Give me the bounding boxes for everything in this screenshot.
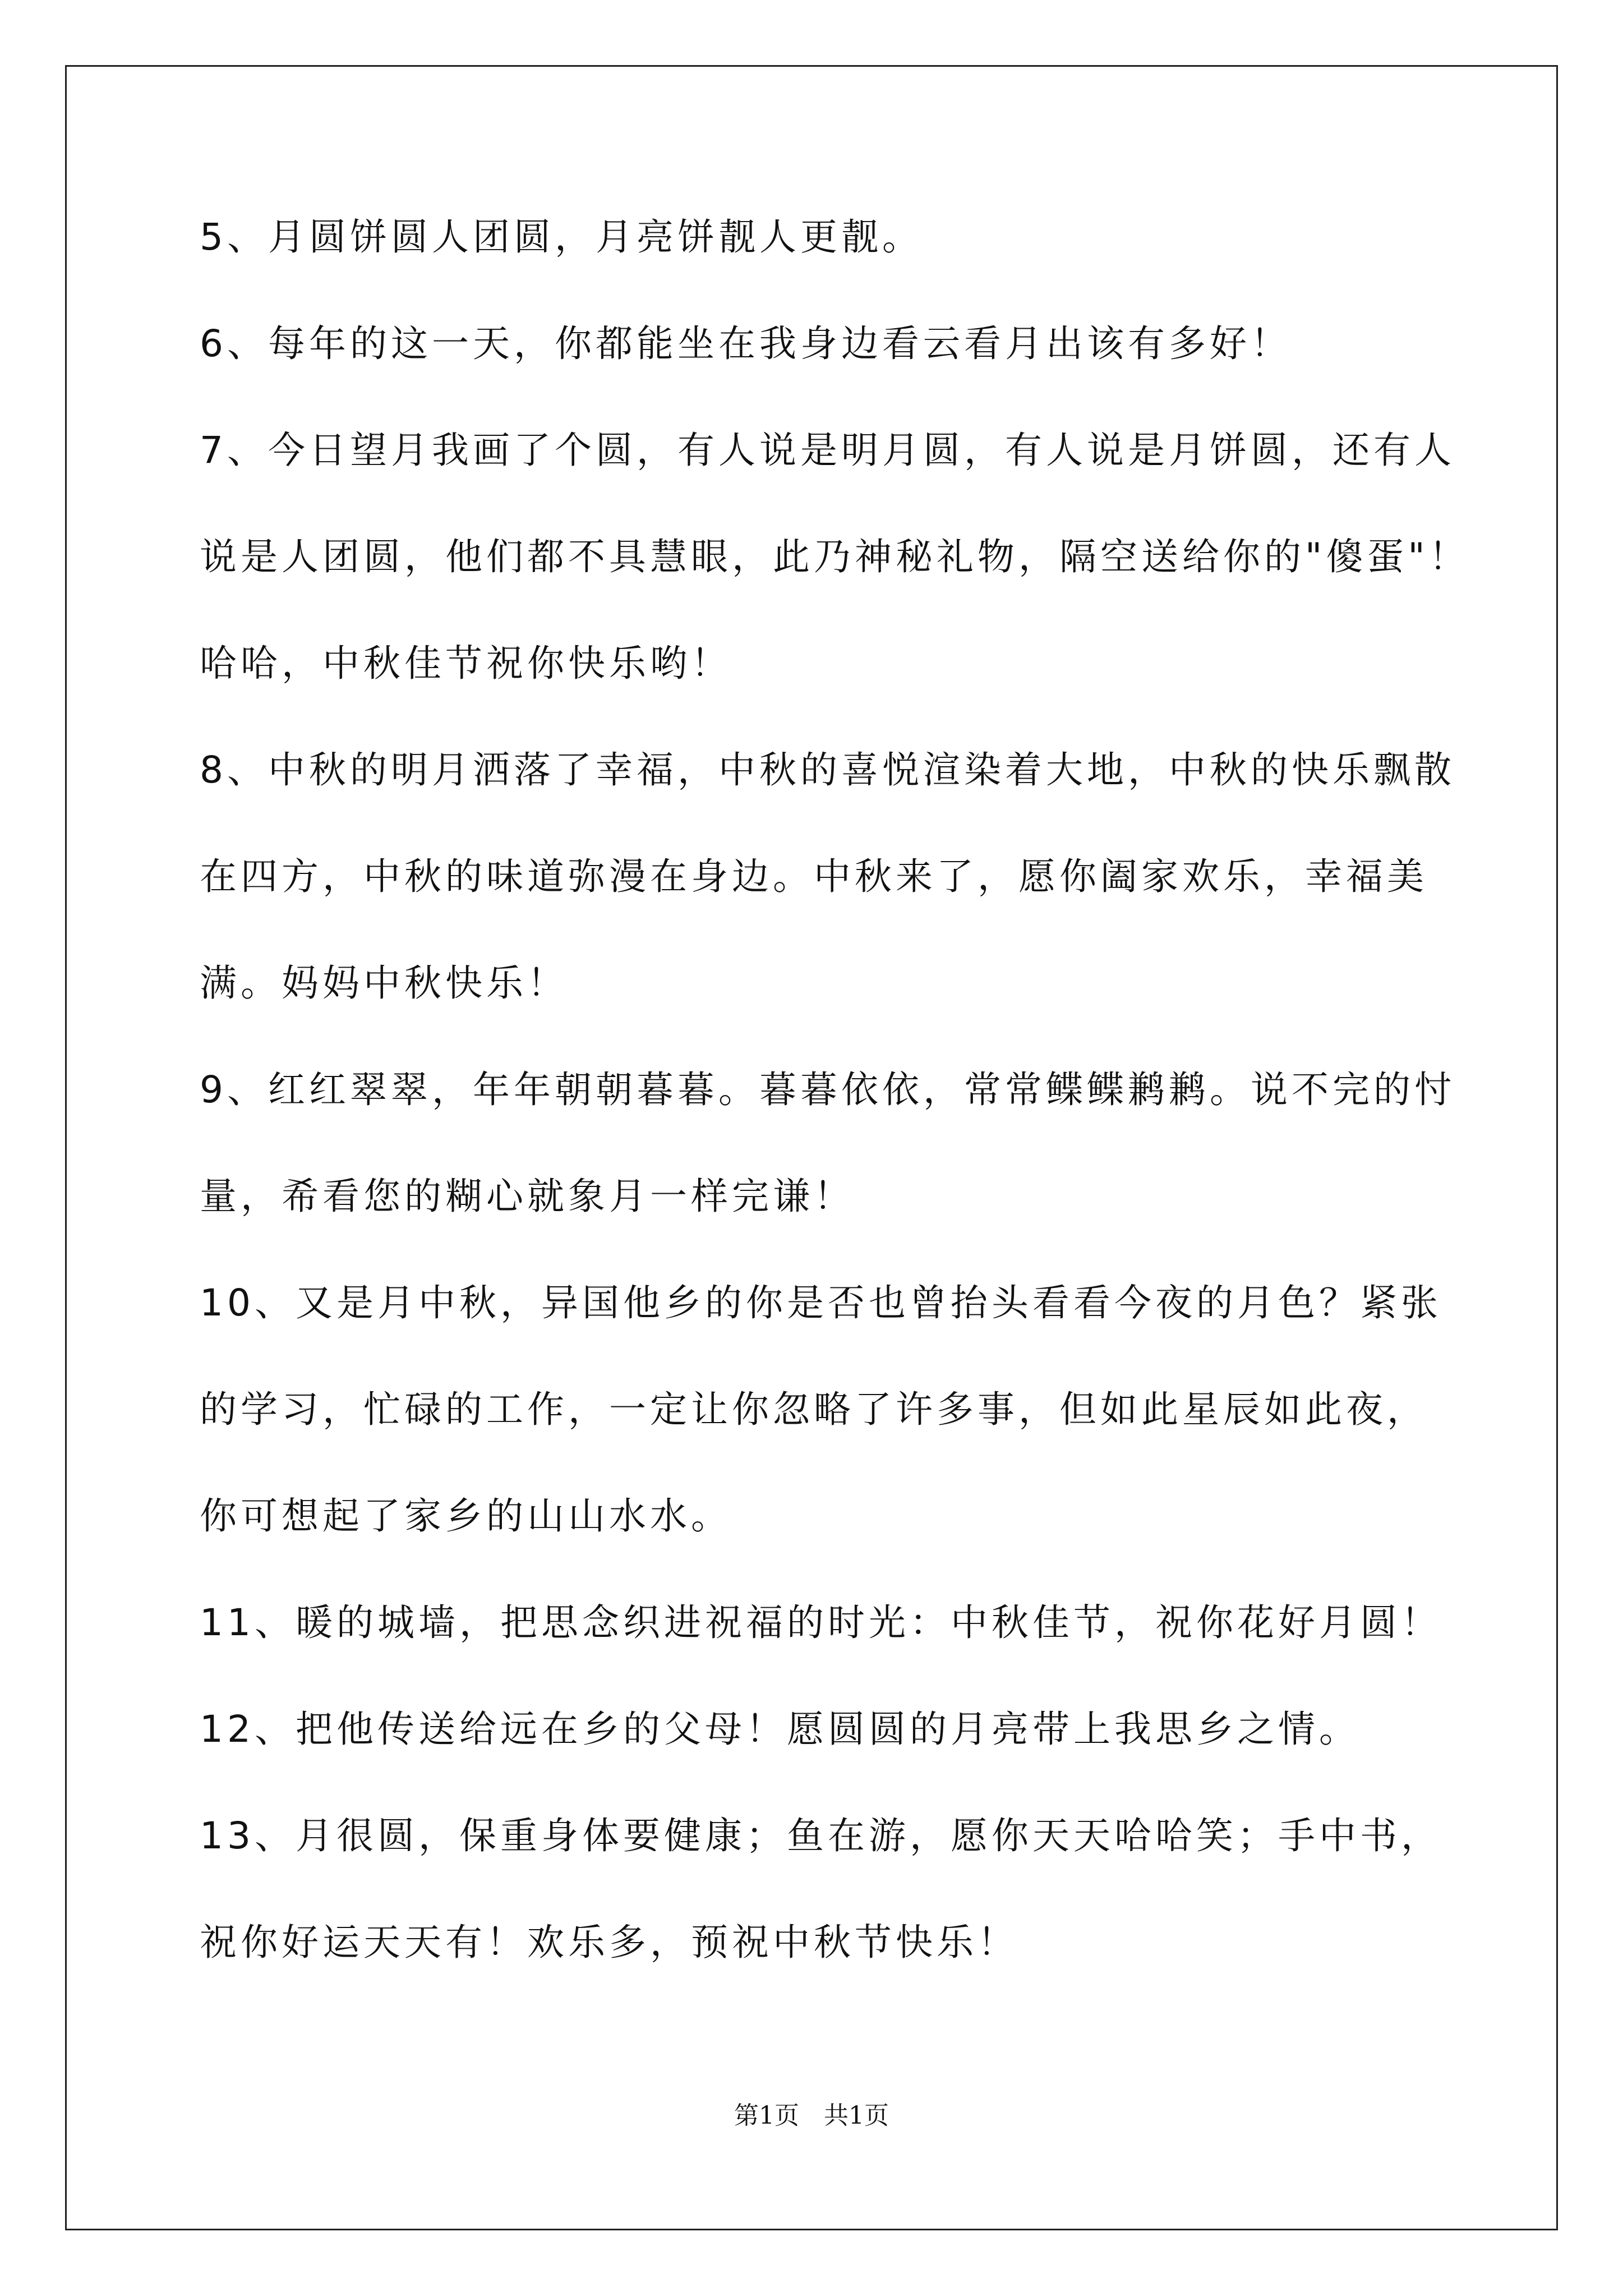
page-footer: 第1页 共1页	[734, 2101, 889, 2130]
text-line: 在四方，中秋的味道弥漫在身边。中秋来了，愿你阖家欢乐，幸福美	[200, 855, 1428, 898]
text-line: 哈哈，中秋佳节祝你快乐哟！	[200, 642, 732, 685]
text-line: 说是人团圆，他们都不具慧眼，此乃神秘礼物，隔空送给你的"傻蛋"！	[200, 535, 1470, 578]
text-line: 12、把他传送给远在乡的父母！愿圆圆的月亮带上我思乡之情。	[200, 1708, 1360, 1751]
text-line: 5、月圆饼圆人团圆，月亮饼靓人更靓。	[200, 215, 923, 259]
text-line: 11、暖的城墙，把思念织进祝福的时光：中秋佳节，祝你花好月圆！	[200, 1601, 1442, 1644]
text-line: 10、又是月中秋，异国他乡的你是否也曾抬头看看今夜的月色？紧张	[200, 1281, 1442, 1324]
text-line: 祝你好运天天有！欢乐多，预祝中秋节快乐！	[200, 1921, 1018, 1964]
text-line: 13、月很圆，保重身体要健康；鱼在游，愿你天天哈哈笑；手中书，	[200, 1814, 1442, 1857]
text-line: 量，希看您的糊心就象月一样完谦！	[200, 1175, 855, 1218]
document-body	[200, 215, 1470, 2031]
text-line: 的学习，忙碌的工作，一定让你忽略了许多事，但如此星辰如此夜，	[200, 1388, 1428, 1431]
text-line: 你可想起了家乡的山山水水。	[200, 1494, 732, 1538]
text-line: 6、每年的这一天，你都能坐在我身边看云看月出该有多好！	[200, 322, 1292, 365]
text-line: 9、红红翠翠，年年朝朝暮暮。暮暮依依，常常鲽鲽鹣鹣。说不完的忖	[200, 1068, 1455, 1111]
text-line: 满。妈妈中秋快乐！	[200, 961, 568, 1005]
text-line: 8、中秋的明月洒落了幸福，中秋的喜悦渲染着大地，中秋的快乐飘散	[200, 748, 1455, 792]
text-line: 7、今日望月我画了个圆，有人说是明月圆，有人说是月饼圆，还有人	[200, 429, 1455, 472]
